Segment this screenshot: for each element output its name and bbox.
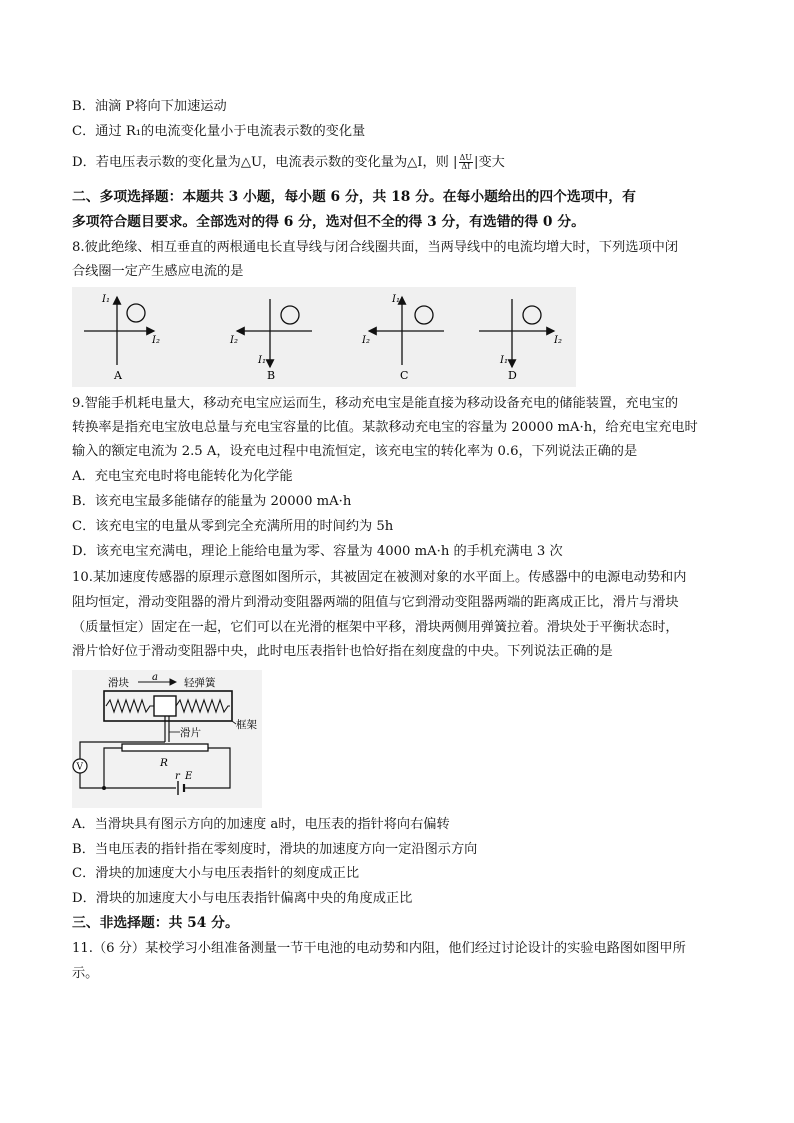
label-frame: 框架 <box>236 719 257 731</box>
label-voltmeter: V <box>76 762 83 773</box>
option-label-a: A <box>114 369 122 382</box>
q9-option-b: B．该充电宝最多能储存的能量为 20000 mA·h <box>72 494 352 509</box>
label-slider-block: 滑块 <box>108 677 129 689</box>
label-i1: I₁ <box>392 294 400 305</box>
resistor-r <box>122 744 208 751</box>
option-label-d: D <box>508 369 517 382</box>
section3-heading: 三、非选择题：共 54 分。 <box>72 915 239 931</box>
q7-option-b: B．油滴 P将向下加速运动 <box>72 99 227 114</box>
q9-option-c: C．该充电宝的电量从零到完全充满所用的时间约为 5h <box>72 519 394 534</box>
label-i1: I₁ <box>500 355 508 366</box>
label-r-resistor: R <box>160 757 168 769</box>
q10-stem-line1: 10.某加速度传感器的原理示意图如图所示，其被固定在被测对象的水平面上。传感器中的电源电动势和内 <box>72 570 687 585</box>
q8-stem-line1: 8.彼此绝缘、相互垂直的两根通电长直导线与闭合线圈共面，当两导线中的电流均增大时，下列选项中闭 <box>72 240 679 255</box>
label-i2: I₂ <box>230 335 238 346</box>
label-i2: I₂ <box>152 335 160 346</box>
label-acceleration: a <box>152 672 158 683</box>
section2-heading-line1: 二、多项选择题：本题共 3 小题，每小题 6 分，共 18 分。在每小题给出的四个选项中，有 <box>72 189 636 205</box>
label-i2: I₂ <box>362 335 370 346</box>
q10-option-b: B．当电压表的指针指在零刻度时，滑块的加速度方向一定沿图示方向 <box>72 842 478 857</box>
q9-stem-line3: 输入的额定电流为 2.5 A，设充电过程中电流恒定，该充电宝的转化率为 0.6，下列说法正确的是 <box>72 444 638 459</box>
slider-block <box>154 696 176 716</box>
q7-option-d-suffix: |变大 <box>474 155 505 170</box>
q7-option-d-prefix: D．若电压表示数的变化量为△U，电流表示数的变化量为△I，则 | <box>72 155 458 170</box>
option-label-c: C <box>400 369 409 382</box>
q9-stem-line1: 9.智能手机耗电量大，移动充电宝应运而生，移动充电宝是能直接为移动设备充电的储能装置，充电宝的 <box>72 396 679 411</box>
q10-stem-line3: （质量恒定）固定在一起，它们可以在光滑的框架中平移，滑块两侧用弹簧拉着。滑块处于平衡状态时， <box>72 620 679 635</box>
label-spring: 轻弹簧 <box>184 677 216 689</box>
q9-stem-line2: 转换率是指充电宝放电总量与充电宝容量的比值。某款移动充电宝的容量为 20000 mA·h，给充电宝充电时 <box>72 420 698 435</box>
label-i1: I₁ <box>258 355 266 366</box>
q8-stem-line2: 合线圈一定产生感应电流的是 <box>72 264 244 279</box>
fraction-numerator: ΔU <box>459 153 473 162</box>
q10-stem-line4: 滑片恰好位于滑动变阻器中央，此时电压表指针也恰好指在刻度盘的中央。下列说法正确的是 <box>72 644 613 659</box>
section2-heading-line2: 多项符合题目要求。全部选对的得 6 分，选对但不全的得 3 分，有选错的得 0 分。 <box>72 214 585 230</box>
q8-figure <box>72 287 576 387</box>
q9-option-a: A．充电宝充电时将电能转化为化学能 <box>72 469 293 484</box>
q11-stem-line1: 11.（6 分）某校学习小组准备测量一节干电池的电动势和内阻，他们经过讨论设计的实验电路图如图甲所 <box>72 941 686 956</box>
q11-stem-line2: 示。 <box>72 966 99 981</box>
label-i1: I₁ <box>102 294 110 305</box>
fraction-denominator: ΔI <box>461 162 471 171</box>
q10-option-a: A．当滑块具有图示方向的加速度 a时，电压表的指针将向右偏转 <box>72 817 450 832</box>
q7-option-d <box>72 154 505 172</box>
label-slider-contact: 滑片 <box>180 727 201 739</box>
figure-background <box>72 287 576 387</box>
q10-option-d: D．滑块的加速度大小与电压表指针偏离中央的角度成正比 <box>72 891 413 906</box>
label-emf-e: E <box>185 771 193 782</box>
q7-option-c: C．通过 R₁的电流变化量小于电流表示数的变化量 <box>72 124 366 139</box>
delta-u-over-delta-i-fraction <box>459 154 474 171</box>
option-label-b: B <box>267 369 276 382</box>
q10-stem-line2: 阻均恒定，滑动变阻器的滑片到滑动变阻器两端的阻值与它到滑动变阻器两端的距离成正比，滑片与滑块 <box>72 595 679 610</box>
label-r-internal: r <box>175 771 180 782</box>
q10-option-c: C．滑块的加速度大小与电压表指针的刻度成正比 <box>72 866 360 881</box>
q10-figure <box>72 670 262 808</box>
label-i2: I₂ <box>554 335 562 346</box>
q9-option-d: D．该充电宝充满电，理论上能给电量为零、容量为 4000 mA·h 的手机充满电 3 次 <box>72 544 563 559</box>
